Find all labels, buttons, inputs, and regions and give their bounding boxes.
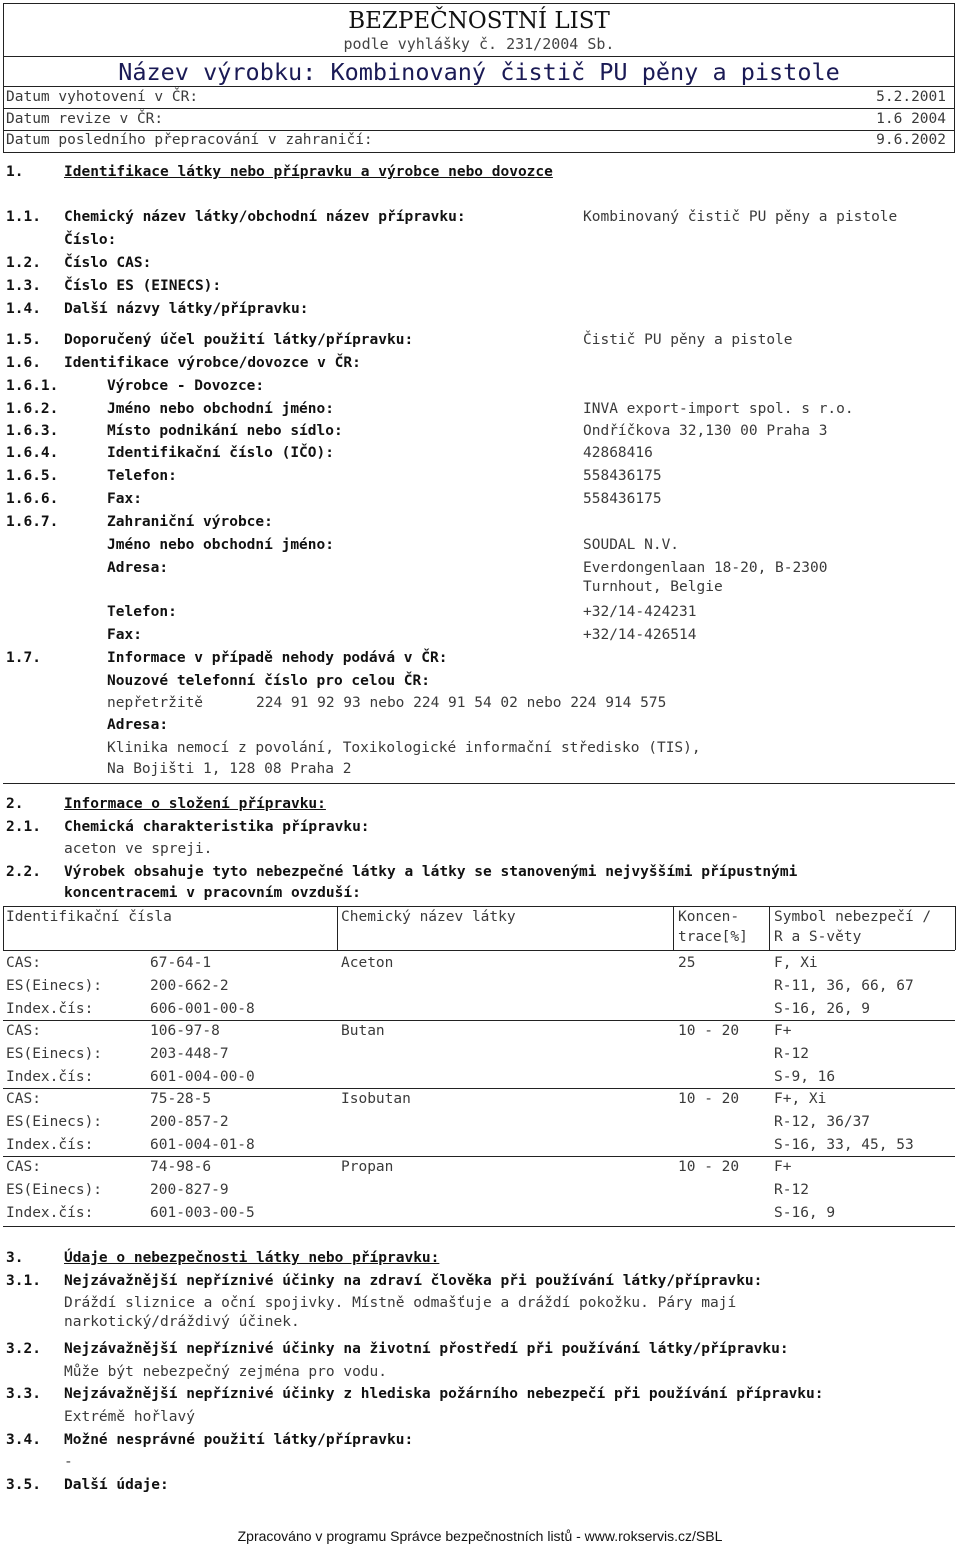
id-value: 67-64-1 (150, 955, 212, 971)
item-text: narkotický/dráždivý účinek. (64, 1314, 300, 1330)
concentration: 10 - 20 (678, 1159, 740, 1175)
item-value: 224 91 92 93 nebo 224 91 54 02 nebo 224 914 575 (256, 695, 667, 711)
item-text: - (64, 1454, 73, 1470)
id-value: 200-857-2 (150, 1114, 229, 1130)
column-header: Koncen- (678, 909, 740, 925)
id-type: CAS: (6, 1091, 41, 1107)
item-text: Extrémě hořlavý (64, 1409, 195, 1425)
item-label: Informace v případě nehody podává v ČR: (107, 650, 448, 666)
id-type: Index.čís: (6, 1205, 94, 1221)
item-value: Na Bojišti 1, 128 08 Praha 2 (107, 761, 352, 777)
item-label: Číslo CAS: (64, 255, 152, 271)
product-name-line: Název výrobku: Kombinovaný čistič PU pěny a pistole (118, 58, 840, 86)
item-label: Telefon: (107, 468, 177, 484)
id-type: Index.čís: (6, 1069, 94, 1085)
id-value: 200-662-2 (150, 978, 229, 994)
item-value: 558436175 (583, 468, 662, 484)
substance-name: Propan (341, 1159, 394, 1175)
item-value: nepřetržitě (107, 695, 204, 711)
id-type: CAS: (6, 955, 41, 971)
id-value: 75-28-5 (150, 1091, 212, 1107)
item-label: Výrobek obsahuje tyto nebezpečné látky a látky se stanovenými nejvyššími přípustnými (64, 864, 798, 880)
hazard-symbol: S-16, 26, 9 (774, 1001, 871, 1017)
document-subtitle: podle vyhlášky č. 231/2004 Sb. (343, 35, 615, 53)
item-label: Chemický název látky/obchodní název přípravku: (64, 209, 466, 225)
item-label: Zahraniční výrobce: (107, 514, 273, 530)
item-label: Možné nesprávné použití látky/přípravku: (64, 1432, 414, 1448)
item-label: Chemická charakteristika přípravku: (64, 819, 370, 835)
date-value: 1.6 2004 (876, 111, 946, 127)
item-number: 1.5. (6, 332, 41, 348)
item-label: Fax: (107, 627, 142, 643)
column-header: Identifikační čísla (6, 909, 172, 925)
date-value: 9.6.2002 (876, 132, 946, 148)
section-number: 3. (6, 1250, 24, 1266)
item-label: Telefon: (107, 604, 177, 620)
item-number: 3.3. (6, 1386, 41, 1402)
item-text: Dráždí sliznice a oční spojivky. Místně odmašťuje a dráždí pokožku. Páry mají (64, 1295, 737, 1311)
hazard-symbol: R-11, 36, 66, 67 (774, 978, 914, 994)
column-header: Chemický název látky (341, 909, 516, 925)
id-value: 601-004-00-0 (150, 1069, 255, 1085)
id-value: 106-97-8 (150, 1023, 220, 1039)
item-label: Nejzávažnější nepříznivé účinky z hlediska požárního nebezpečí při používání přípravku: (64, 1386, 824, 1402)
item-number: 1.6.7. (6, 514, 59, 530)
item-value: aceton ve spreji. (64, 841, 213, 857)
item-number: 1.6. (6, 355, 41, 371)
id-type: ES(Einecs): (6, 1046, 103, 1062)
hazard-symbol: S-16, 33, 45, 53 (774, 1137, 914, 1153)
item-number: 1.6.4. (6, 445, 59, 461)
item-label: Místo podnikání nebo sídlo: (107, 423, 343, 439)
item-number: 3.4. (6, 1432, 41, 1448)
item-label: Nejzávažnější nepříznivé účinky na zdraví člověka při používání látky/přípravku: (64, 1273, 763, 1289)
item-value: INVA export-import spol. s r.o. (583, 401, 854, 417)
section-title: Informace o složení přípravku: (64, 796, 326, 812)
id-type: ES(Einecs): (6, 1182, 103, 1198)
item-label: Identifikační číslo (IČO): (107, 445, 334, 461)
item-label: Číslo ES (EINECS): (64, 278, 222, 294)
item-label: Jméno nebo obchodní jméno: (107, 401, 334, 417)
item-number: 2.2. (6, 864, 41, 880)
item-text: Může být nebezpečný zejména pro vodu. (64, 1364, 388, 1380)
section-number: 1. (6, 164, 24, 180)
item-value: Everdongenlaan 18-20, B-2300 (583, 560, 828, 576)
item-number: 1.6.3. (6, 423, 59, 439)
column-header: Symbol nebezpečí / (774, 909, 932, 925)
item-number: 3.1. (6, 1273, 41, 1289)
item-label: Adresa: (107, 560, 169, 576)
divider (3, 783, 955, 784)
item-number: 3.2. (6, 1341, 41, 1357)
substance-name: Aceton (341, 955, 394, 971)
item-number: 1.2. (6, 255, 41, 271)
item-number: 1.1. (6, 209, 41, 225)
item-value: +32/14-424231 (583, 604, 697, 620)
item-label: Doporučený účel použití látky/přípravku: (64, 332, 414, 348)
item-label: Další údaje: (64, 1477, 169, 1493)
id-type: CAS: (6, 1159, 41, 1175)
hazard-symbol: F, Xi (774, 955, 818, 971)
item-label: koncentracemi v pracovním ovzduší: (64, 885, 361, 901)
date-label: Datum vyhotovení v ČR: (6, 89, 199, 105)
hazard-symbol: R-12, 36/37 (774, 1114, 871, 1130)
id-value: 606-001-00-8 (150, 1001, 255, 1017)
item-label: Další názvy látky/přípravku: (64, 301, 309, 317)
substance-name: Isobutan (341, 1091, 411, 1107)
section-title: Identifikace látky nebo přípravku a výrobce nebo dovozce (64, 164, 553, 180)
item-value: Klinika nemocí z povolání, Toxikologické informační středisko (TIS), (107, 740, 701, 756)
date-value: 5.2.2001 (876, 89, 946, 105)
item-value: Čistič PU pěny a pistole (583, 332, 793, 348)
hazard-symbol: S-9, 16 (774, 1069, 836, 1085)
item-value: 558436175 (583, 491, 662, 507)
item-label: Fax: (107, 491, 142, 507)
hazard-symbol: F+ (774, 1023, 792, 1039)
id-value: 74-98-6 (150, 1159, 212, 1175)
item-value: 42868416 (583, 445, 653, 461)
concentration: 25 (678, 955, 696, 971)
item-number: 2.1. (6, 819, 41, 835)
section-number: 2. (6, 796, 24, 812)
item-label: Adresa: (107, 717, 169, 733)
item-label: Jméno nebo obchodní jméno: (107, 537, 334, 553)
substance-name: Butan (341, 1023, 385, 1039)
hazard-symbol: R-12 (774, 1046, 809, 1062)
header-box (3, 3, 955, 153)
item-number: 1.4. (6, 301, 41, 317)
column-header: R a S-věty (774, 929, 862, 945)
item-number: 3.5. (6, 1477, 41, 1493)
item-number: 1.7. (6, 650, 41, 666)
hazard-symbol: R-12 (774, 1182, 809, 1198)
date-label: Datum revize v ČR: (6, 111, 164, 127)
date-label: Datum posledního přepracování v zahraničí: (6, 132, 373, 148)
section-title: Údaje o nebezpečnosti látky nebo přípravku: (64, 1250, 440, 1266)
hazard-symbol: F+, Xi (774, 1091, 827, 1107)
id-type: ES(Einecs): (6, 978, 103, 994)
item-number: 1.6.2. (6, 401, 59, 417)
item-number: 1.6.6. (6, 491, 59, 507)
document-title: BEZPEČNOSTNÍ LIST (348, 8, 610, 34)
item-label: Výrobce - Dovozce: (107, 378, 265, 394)
id-type: Index.čís: (6, 1001, 94, 1017)
item-number: 1.6.5. (6, 468, 59, 484)
id-value: 203-448-7 (150, 1046, 229, 1062)
concentration: 10 - 20 (678, 1091, 740, 1107)
id-type: Index.čís: (6, 1137, 94, 1153)
concentration: 10 - 20 (678, 1023, 740, 1039)
id-value: 601-003-00-5 (150, 1205, 255, 1221)
item-value: Kombinovaný čistič PU pěny a pistole (583, 209, 898, 225)
item-value: Turnhout, Belgie (583, 579, 723, 595)
page-footer: Zpracováno v programu Správce bezpečnostních listů - www.rokservis.cz/SBL (237, 1528, 723, 1544)
item-label: Nouzové telefonní číslo pro celou ČR: (107, 673, 431, 689)
column-header: trace[%] (678, 929, 748, 945)
item-label: Nejzávažnější nepříznivé účinky na životní přostředí při používání látky/přípravku: (64, 1341, 789, 1357)
item-value: +32/14-426514 (583, 627, 697, 643)
hazard-symbol: S-16, 9 (774, 1205, 836, 1221)
item-value: Ondříčkova 32,130 00 Praha 3 (583, 423, 828, 439)
item-label: Číslo: (64, 232, 117, 248)
id-type: ES(Einecs): (6, 1114, 103, 1130)
id-value: 200-827-9 (150, 1182, 229, 1198)
hazard-symbol: F+ (774, 1159, 792, 1175)
item-label: Identifikace výrobce/dovozce v ČR: (64, 355, 361, 371)
item-value: SOUDAL N.V. (583, 537, 680, 553)
item-number: 1.3. (6, 278, 41, 294)
id-value: 601-004-01-8 (150, 1137, 255, 1153)
id-type: CAS: (6, 1023, 41, 1039)
item-number: 1.6.1. (6, 378, 59, 394)
